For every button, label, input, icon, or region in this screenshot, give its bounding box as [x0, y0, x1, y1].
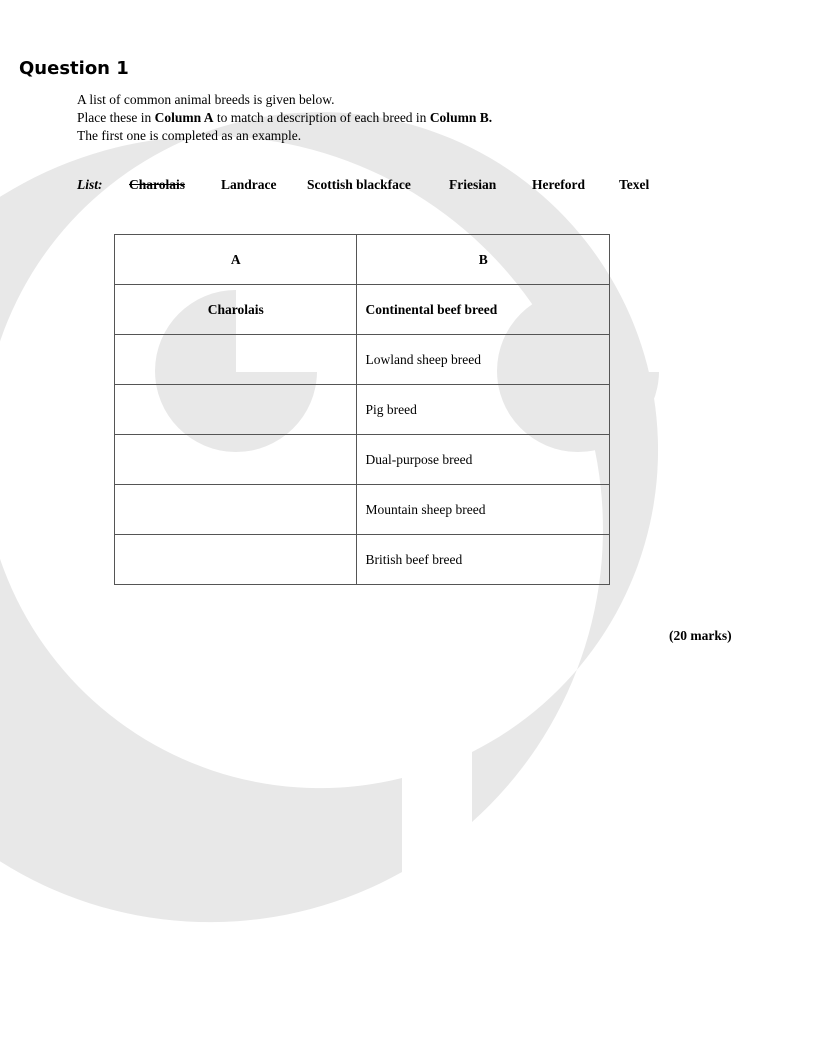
question-title: Question 1 — [19, 58, 129, 79]
answer-cell-3[interactable] — [115, 385, 357, 435]
column-b-header: B — [357, 235, 610, 285]
instruction-line-1: A list of common animal breeds is given below. — [77, 92, 335, 107]
description-cell-3: Pig breed — [357, 385, 610, 435]
table-row — [115, 385, 610, 435]
description-cell-2: Lowland sheep breed — [357, 335, 610, 385]
instruction-line-3: The first one is completed as an example. — [77, 128, 302, 143]
description-cell-4: Dual-purpose breed — [357, 435, 610, 485]
list-label: List: — [77, 177, 103, 192]
answer-cell-4[interactable] — [115, 435, 357, 485]
answer-cell-6[interactable] — [115, 535, 357, 585]
table-header-row — [115, 235, 610, 285]
question-instructions — [77, 91, 492, 145]
answer-cell-1: Charolais — [115, 285, 357, 335]
list-item-charolais: Charolais — [129, 177, 186, 192]
list-item-landrace: Landrace — [221, 177, 277, 192]
table-row — [115, 285, 610, 335]
description-cell-6: British beef breed — [357, 535, 610, 585]
table-row — [115, 535, 610, 585]
table-row — [115, 435, 610, 485]
answer-cell-5[interactable] — [115, 485, 357, 535]
description-cell-1: Continental beef breed — [357, 285, 610, 335]
column-a-header: A — [115, 235, 357, 285]
list-item-scottish-blackface: Scottish blackface — [307, 177, 411, 192]
column-b-ref: Column B. — [429, 110, 493, 125]
list-item-texel: Texel — [619, 177, 650, 192]
instruction-line-2: Place these in Column A to match a description of each breed in Column B. — [77, 110, 493, 125]
column-a-ref: Column A — [154, 110, 214, 125]
matching-table — [114, 234, 610, 585]
answer-cell-2[interactable] — [115, 335, 357, 385]
marks-label: (20 marks) — [669, 628, 732, 643]
list-item-hereford: Hereford — [532, 177, 585, 192]
table-row — [115, 335, 610, 385]
description-cell-5: Mountain sheep breed — [357, 485, 610, 535]
table-row — [115, 485, 610, 535]
list-item-friesian: Friesian — [449, 177, 497, 192]
